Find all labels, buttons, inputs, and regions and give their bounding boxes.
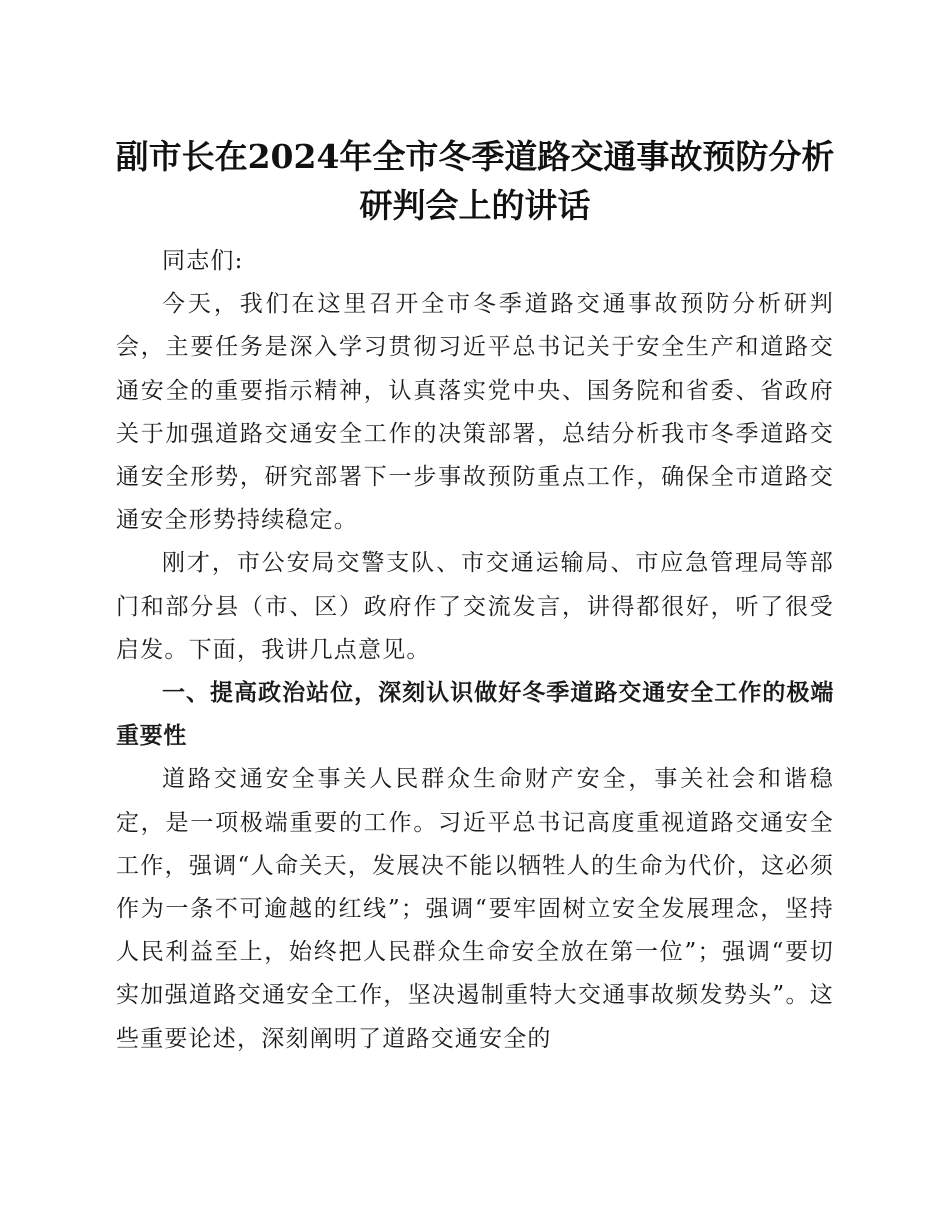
section-heading: 一、提高政治站位，深刻认识做好冬季道路交通安全工作的极端重要性 bbox=[116, 680, 834, 750]
paragraph-opening: 今天，我们在这里召开全市冬季道路交通事故预防分析研判会，主要任务是深入学习贯彻习近平总书记关于安全生产和道路交通安全的重要指示精神，认真落实党中央、国务院和省委、省政府关于加强道路交通安全工作的决策部署，总结分析我市冬季道路交通安全形势，研究部署下一步事故预防重点工作，确保全市道路交通安全形势持续稳定。 bbox=[116, 291, 834, 534]
document-body bbox=[116, 240, 834, 1061]
paragraph-transition: 刚才，市公安局交警支队、市交通运输局、市应急管理局等部门和部分县（市、区）政府作了交流发言，讲得都很好，听了很受启发。下面，我讲几点意见。 bbox=[116, 550, 834, 663]
paragraph-section-one: 道路交通安全事关人民群众生命财产安全，事关社会和谐稳定，是一项极端重要的工作。习近平总书记高度重视道路交通安全工作，强调“人命关天，发展决不能以牺牲人的生命为代价，这必须作为一条不可逾越的红线”；强调“要牢固树立安全发展理念，坚持人民利益至上，始终把人民群众生命安全放在第一位”；强调“要切实加强道路交通安全工作，坚决遏制重特大交通事故频发势头”。这些重要论述，深刻阐明了道路交通安全的 bbox=[116, 766, 834, 1052]
document-title: 副市长在2024年全市冬季道路交通事故预防分析研判会上的讲话 bbox=[115, 137, 835, 225]
salutation: 同志们: bbox=[162, 248, 244, 274]
